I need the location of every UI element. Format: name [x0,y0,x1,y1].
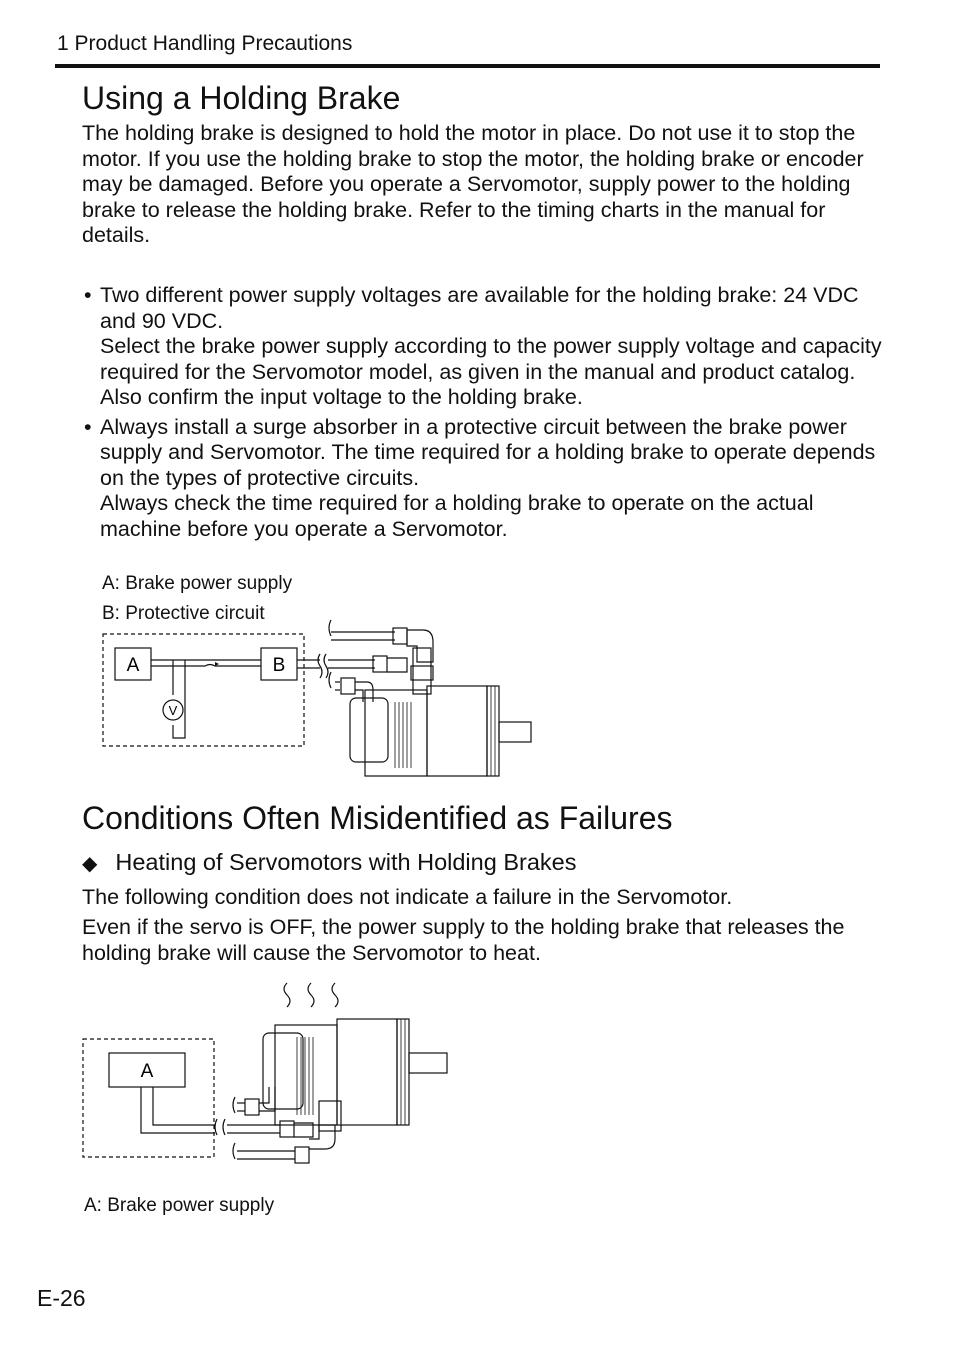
connector-top [393,628,407,644]
subheading-text: Heating of Servomotors with Holding Brakes [115,849,577,875]
section-title-holding-brake: Using a Holding Brake [82,80,401,116]
bullet-item [84,283,884,411]
connector-bottom [295,1147,309,1163]
heat-wave-icon [332,983,338,1007]
connector-mid [280,1121,294,1137]
bullet-line: Always install a surge absorber in a protective circuit between the brake power supply and Servomotor. The time required for a holding brake to operate depends on the types of protective circuits. [100,414,876,490]
motor-body [337,1019,397,1125]
motor-shaft [499,722,531,742]
box-a-label: A [126,655,140,676]
figure2-legend-a: A: Brake power supply [84,1195,275,1216]
brake-circuit-diagram [95,610,555,785]
holding-brake-intro: The holding brake is designed to hold the motor in place. Do not use it to stop the motor. If you use the holding brake to stop the motor, the holding brake or encoder may be damaged. Before you operate a Servomotor, supply power to the holding brake to release the holding brake. Refer to the timing charts in the manual for details. [82,121,864,247]
page-number: E-26 [37,1285,86,1311]
figure1-legend-b: B: Protective circuit [102,603,265,624]
heat-wave-icon [284,983,290,1007]
box-b-label: B [272,655,286,676]
dashed-enclosure [103,634,304,746]
bullet-line: Two different power supply voltages are available for the holding brake: 24 VDC and 90 VDC. [100,283,859,333]
bullet-dot: • [84,414,92,439]
running-header: 1 Product Handling Precautions [57,32,353,55]
box-a-label: A [140,1061,154,1082]
bullet-line: Always check the time required for a holding brake to operate on the actual machine before you operate a Servomotor. [100,491,814,541]
conditions-para-1: The following condition does not indicate a failure in the Servomotor. [82,885,733,909]
figure1-legend-a: A: Brake power supply [102,573,293,594]
conditions-para-2: Even if the servo is OFF, the power supply to the holding brake that releases the holding brake will cause the Servomotor to heat. [82,915,845,965]
bullet-item [84,415,884,543]
subheading-heating [82,849,576,876]
diamond-bullet-icon: ◆ [82,853,98,875]
section-title-conditions: Conditions Often Misidentified as Failures [82,800,673,836]
connector-mid [373,656,387,672]
motor-shaft [409,1053,447,1073]
motor-body [427,686,487,776]
dashed-enclosure [83,1039,214,1157]
heat-wave-icon [308,983,314,1007]
holding-brake-bullets [84,283,884,546]
connector-bottom [341,678,355,694]
heating-motor-diagram [75,975,465,1180]
bullet-dot: • [84,283,92,307]
voltmeter-label: V [168,703,178,718]
header-rule [55,64,880,68]
connector-top [245,1099,259,1115]
bullet-line: Select the brake power supply according to the power supply voltage and capacity required for the Servomotor model, as given in the manual and product catalog. [100,334,882,384]
motor-brake-housing [350,698,388,762]
bullet-line: Also confirm the input voltage to the holding brake. [100,385,583,409]
